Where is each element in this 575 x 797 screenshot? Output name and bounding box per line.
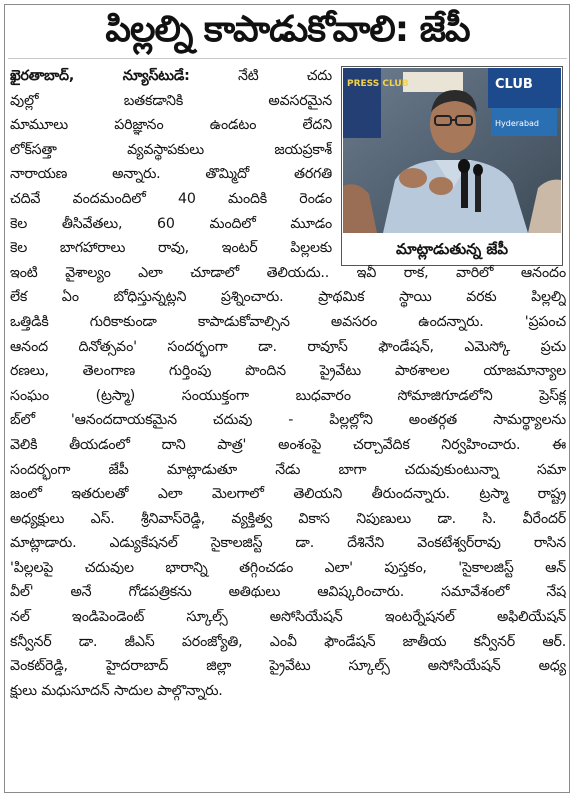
- article-line: 'పిల్లలపై చదువుల భారాన్ని తగ్గించడం ఎలా' పుస్తకం, 'సైకాలజిస్ట్ ఆన్: [10, 559, 566, 576]
- photo-caption: మాట్లాడుతున్న జేపీ: [395, 240, 509, 258]
- headline-divider: [8, 58, 567, 59]
- article-line: మాట్లాడారు. ఎడ్యుకేషనల్ సైకాలజిస్ట్ డా. దేశినేని వెంకటేశ్వర్‌రావు రాసిన: [10, 535, 566, 552]
- headline: పిల్లల్ని కాపాడుకోవాలి: జేపీ: [105, 9, 470, 50]
- article-line: బ్‌లో 'ఆనందదాయకమైన చదువు - పిల్లల్లోని అంతర్గత సామర్థ్యాలను: [10, 412, 566, 429]
- article-line: సందర్భంగా జేపీ మాట్లాడుతూ నేడు బాగా చదువుకుంటున్నా సమా: [10, 461, 566, 478]
- article-line: ఇంటి వైశాల్యం ఎలా చూడాలో తెలియదు.. ఇవీ రాక, వారిలో ఆనందం: [10, 264, 566, 281]
- article-line: నల్ ఇండిపెండెంట్ స్కూల్స్ అసోసియేషన్ ఇంటర్నేషనల్ అఫిలియేషన్: [10, 609, 566, 626]
- article-line: క్షులు మధుసూదన్ సాదుల పాల్గొన్నారు.: [10, 682, 223, 699]
- article-line: జంలో ఇతరులతో ఎలా మెలగాలో తెలియని తీరుందన్నారు. ట్రస్మా రాష్ట్ర: [10, 486, 566, 503]
- article-line: లేక ఏం బోధిస్తున్నట్లని ప్రశ్నించారు. ప్రాథమిక స్థాయి వరకు పిల్లల్ని: [10, 289, 566, 306]
- article-line: వీల్' అనే గోడపత్రికను అతిథులు ఆవిష్కరించారు. సమావేశంలో నేష: [10, 584, 566, 601]
- article-line: మామూలు పరిజ్ఞానం ఉండటం లేదని: [10, 117, 332, 134]
- article-line: ఒత్తిడికి గురికాకుండా కాపాడుకోవాల్సిన అవసరం ఉందన్నారు. 'ప్రపంచ: [10, 313, 566, 330]
- article-line: లోక్‌సత్తా వ్యవస్థాపకులు జయప్రకాశ్: [10, 141, 332, 158]
- article-line: వుల్లో బతకడానికి అవసరమైన: [10, 92, 332, 109]
- article-line: చదివే వందమందిలో 40 మందికి రెండం: [10, 190, 332, 207]
- backdrop-text: CLUB: [495, 77, 533, 92]
- article-body: [10, 64, 566, 703]
- article-line: నారాయణ అన్నారు. తొమ్మిదో తరగతి: [10, 166, 332, 183]
- article-text: నేటి చదు: [237, 68, 332, 84]
- backdrop-text: Hyderabad: [495, 119, 539, 128]
- article-line: రణలు, తెలంగాణ గుర్తింపు పొందిన ప్రైవేటు పాఠశాలల యాజమాన్యాల: [10, 363, 566, 380]
- article-line: [10, 64, 332, 89]
- article-line: వెలికి తీయడంలో దాని పాత్ర' అంశంపై చర్చావేదిక నిర్వహించారు. ఈ: [10, 436, 566, 453]
- article-line: అధ్యక్షులు ఎస్. శ్రీనివాస్‌రెడ్డి, వ్యక్తిత్వ వికాస నిపుణులు డా. సి. వీరేందర్: [10, 510, 566, 527]
- article-line: కెల బాగహారాలు రావు, ఇంటర్ పిల్లలకు: [10, 240, 332, 257]
- dateline: ఖైరతాబాద్, న్యూస్‌టుడే:: [10, 68, 190, 84]
- article-line: సంఘం (ట్రస్మా) సంయుక్తంగా బుధవారం సోమాజిగూడలోని ప్రెస్‌క్ల: [10, 387, 566, 404]
- article-line: ఆనంద దినోత్సవం' సందర్భంగా డా. రావూస్ ఫౌండేషన్, ఎమెస్కో ప్రచు: [10, 338, 566, 355]
- article-line: వెంకట్‌రెడ్డి, హైదరాబాద్ జిల్లా ప్రైవేటు స్కూల్స్ అసోసియేషన్ అధ్య: [10, 658, 566, 675]
- backdrop-text: PRESS CLUB: [347, 79, 409, 89]
- article-line: కన్వీనర్ డా. జీఎస్ పరంజ్యోతి, ఎంవీ ఫౌండేషన్ జాతీయ కన్వీనర్ ఆర్.: [10, 633, 566, 650]
- article-line: కెల తీసివేతలు, 60 మందిలో మూడం: [10, 215, 332, 232]
